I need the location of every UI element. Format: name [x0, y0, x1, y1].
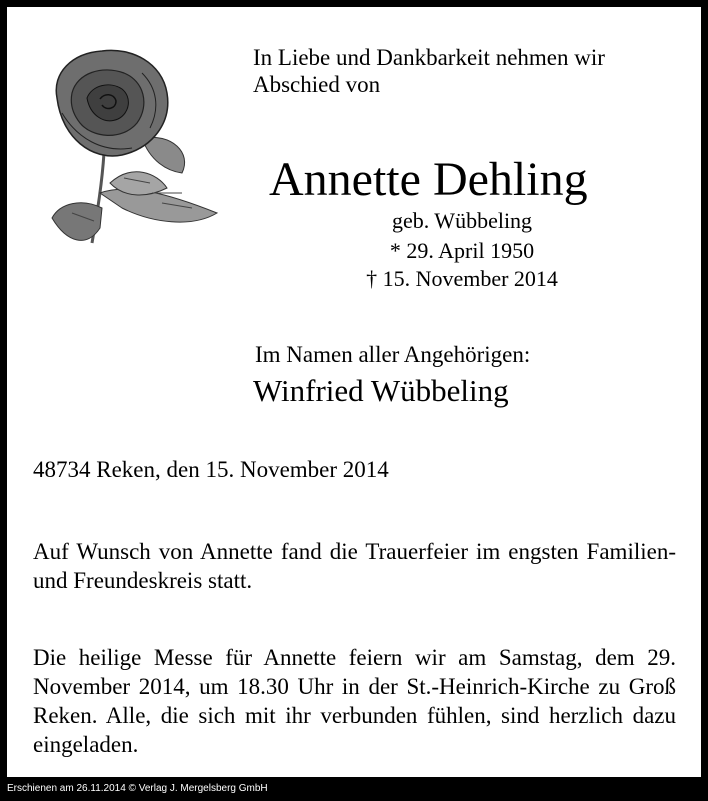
- paragraph-mass: Die heilige Messe für Annette feiern wir am Samstag, dem 29. November 2014, um 18.30 Uhr in der St.-Heinrich-Kirche zu Groß Reken. Alle, die sich mit ihr verbunden fühlen, sind herzlich dazu eingeladen.: [33, 645, 676, 757]
- deceased-name: Annette Dehling: [269, 153, 588, 206]
- intro-text: In Liebe und Dankbarkeit nehmen wir Abschied von: [253, 45, 605, 97]
- death-date: † 15. November 2014: [366, 266, 558, 291]
- rose-icon: [32, 43, 222, 253]
- born-name: geb. Wübbeling: [391, 208, 533, 233]
- relative-name: Winfried Wübbeling: [253, 373, 509, 408]
- obituary-card: [7, 7, 701, 777]
- place-date: 48734 Reken, den 15. November 2014: [33, 457, 389, 482]
- paragraph-funeral: Auf Wunsch von Annette fand die Trauerfeier im engsten Familien- und Freundeskreis statt.: [33, 539, 676, 593]
- relatives-label: Im Namen aller Angehörigen:: [255, 342, 531, 367]
- birth-date: * 29. April 1950: [389, 238, 535, 263]
- publication-footer: Erschienen am 26.11.2014 © Verlag J. Mergelsberg GmbH: [7, 783, 268, 794]
